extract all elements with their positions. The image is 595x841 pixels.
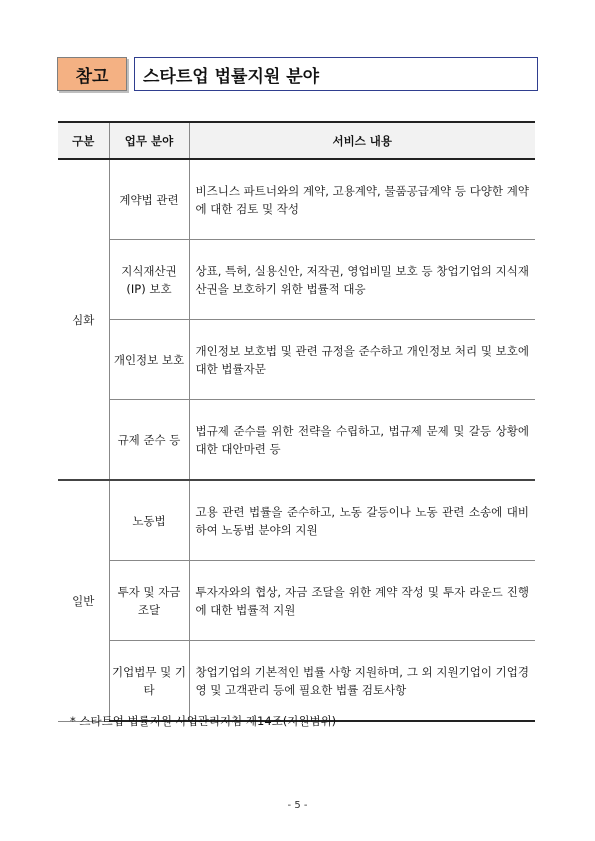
table-row [58,159,535,240]
section-header [57,57,538,93]
reference-tag: 참고 [57,57,127,91]
area-cell: 지식재산권 (IP) 보호 [109,240,189,320]
table-header-row [58,122,535,159]
table-row [58,320,535,400]
header-service: 서비스 내용 [189,122,535,159]
description-cell: 법규제 준수를 위한 전략을 수립하고, 법규제 문제 및 갈등 상황에 대한 대안마련 등 [189,400,535,481]
legal-support-table [58,121,535,722]
footnote: * 스타트업 법률지원 사업관리지침 제14조(지원범위) [70,714,337,728]
area-cell: 기업법무 및 기타 [109,641,189,722]
table-row [58,480,535,561]
area-cell: 계약법 관련 [109,159,189,240]
description-cell: 상표, 특허, 실용신안, 저작권, 영업비밀 보호 등 창업기업의 지식재산권을 보호하기 위한 법률적 대응 [189,240,535,320]
header-area: 업무 분야 [109,122,189,159]
category-cell: 심화 [58,159,109,480]
description-cell: 창업기업의 기본적인 법률 사항 지원하며, 그 외 지원기업이 기업경영 및 고객관리 등에 필요한 법률 검토사항 [189,641,535,722]
table-row [58,561,535,641]
description-cell: 비즈니스 파트너와의 계약, 고용계약, 물품공급계약 등 다양한 계약에 대한 검토 및 작성 [189,159,535,240]
page-number: - 5 - [287,800,308,811]
description-cell: 투자자와의 협상, 자금 조달을 위한 계약 작성 및 투자 라운드 진행에 대한 법률적 지원 [189,561,535,641]
area-cell: 투자 및 자금 조달 [109,561,189,641]
description-cell: 개인정보 보호법 및 관련 규정을 준수하고 개인정보 처리 및 보호에 대한 법률자문 [189,320,535,400]
table-row [58,641,535,722]
table-row [58,400,535,481]
area-cell: 개인정보 보호 [109,320,189,400]
category-cell: 일반 [58,480,109,721]
description-cell: 고용 관련 법률을 준수하고, 노동 갈등이나 노동 관련 소송에 대비하여 노동법 분야의 지원 [189,480,535,561]
table-row [58,240,535,320]
area-cell: 노동법 [109,480,189,561]
section-title: 스타트업 법률지원 분야 [134,57,538,91]
area-cell: 규제 준수 등 [109,400,189,481]
header-category: 구분 [58,122,109,159]
